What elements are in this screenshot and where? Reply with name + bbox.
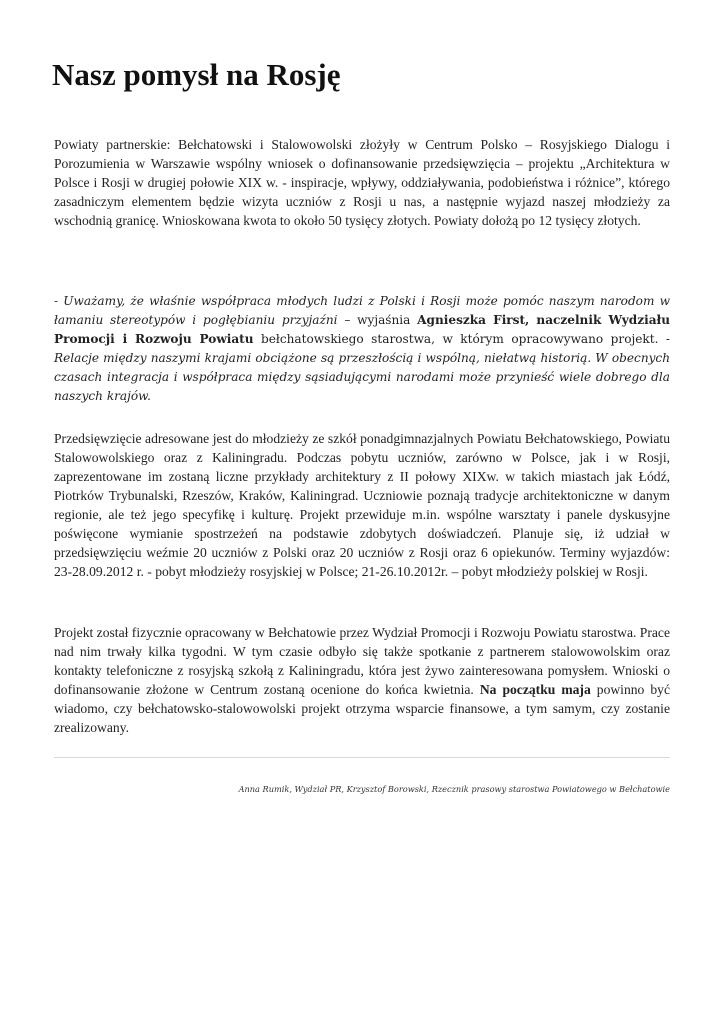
- separator-line: [54, 757, 670, 758]
- paragraph-project-details: Przedsięwzięcie adresowane jest do młodzieży ze szkół ponadgimnazjalnych Powiatu Bełchatowskiego, Powiatu Stalowowolskiego oraz z Kaliningradu. Podczas pobytu uczniów, zarówno w Polsce, jak i w Rosji, zaprezentowane im zostaną liczne przykłady architektury z II połowy XIXw. w takich miastach jak Łódź, Piotrków Trybunalski, Rzeszów, Kraków, Kaliningrad. Uczniowie poznają tradycje architektoniczne w danym regionie, ale też jego specyfikę i kulturę. Projekt przewiduje m.in. wspólne warsztaty i panele dyskusyjne poświęcone wymianie spostrzeżeń na podstawie zdobytych doświadczeń. Planuje się, iż udział w przedsięwzięciu weźmie 20 uczniów z Polski oraz 20 uczniów z Rosji oraz 6 opiekunów. Terminy wyjazdów: 23-28.09.2012 r. - pobyt młodzieży rosyjskiej w Polsce; 21-26.10.2012r. – pobyt młodzieży polskiej w Rosji.: [54, 431, 670, 579]
- quote-attribution-context: bełchatowskiego starostwa, w którym opracowywano projekt. -: [253, 332, 670, 346]
- paragraph-intro: Powiaty partnerskie: Bełchatowski i Stalowowolski złożyły w Centrum Polsko – Rosyjskiego Dialogu i Porozumienia w Warszawie wspólny wniosek o dofinansowanie przedsięwzięcia – projektu „Architektura w Polsce i Rosji w drugiej połowie XIX w. - inspiracje, wpływy, oddziaływania, podobieństwa i różnice”, którego zasadniczym elementem będzie wizyta uczniów z Rosji u nas, a następnie wyjazd naszej młodzieży za wschodnią granicę. Wnioskowana kwota to około 50 tysięcy złotych. Powiaty dołożą po 12 tysięcy złotych.: [54, 137, 670, 228]
- status-deadline: Na początku maja: [479, 682, 591, 697]
- article-title: Nasz pomysł na Rosję: [52, 57, 341, 92]
- paragraph-project-status: [54, 623, 670, 737]
- quote-speaker-name: Agnieszka First, naczelnik Wydziału Promocji i Rozwoju Powiatu: [54, 313, 671, 346]
- quote-continuation: Relacje między naszymi krajami obciążone są przeszłością i wspólną, niełatwą historią. W obecnych czasach integracja i współpraca między sąsiadującymi narodami może przynieść wiele dobrego dla naszych krajów.: [54, 351, 670, 403]
- quote-lead: - Uważamy, że właśnie współpraca młodych ludzi z Polski i Rosji może pomóc naszym narodom w łamaniu stereotypów i pogłębianiu przyjaźni: [54, 294, 670, 327]
- status-text-end: powinno być wiadomo, czy bełchatowsko-stalowowolski projekt otrzyma wsparcie finansowe, a tym samym, czy zostanie zrealizowany.: [54, 682, 670, 735]
- author-credit: Anna Rumik, Wydział PR, Krzysztof Borowski, Rzecznik prasowy starostwa Powiatowego w Bełchatowie: [238, 784, 670, 794]
- quote-attribution-text: – wyjaśnia: [337, 313, 418, 327]
- status-text-start: Projekt został fizycznie opracowany w Bełchatowie przez Wydział Promocji i Rozwoju Powiatu starostwa. Prace nad nim trwały kilka tygodni. W tym czasie odbyło się także spotkanie z partnerem stalowowolskim oraz kontakty telefoniczne z rosyjską szkołą z Kaliningradu, która jest żywo zainteresowana pomysłem. Wnioski o dofinansowanie złożone w Centrum zostaną ocenione do końca kwietnia.: [54, 625, 670, 697]
- paragraph-quote: [54, 292, 670, 406]
